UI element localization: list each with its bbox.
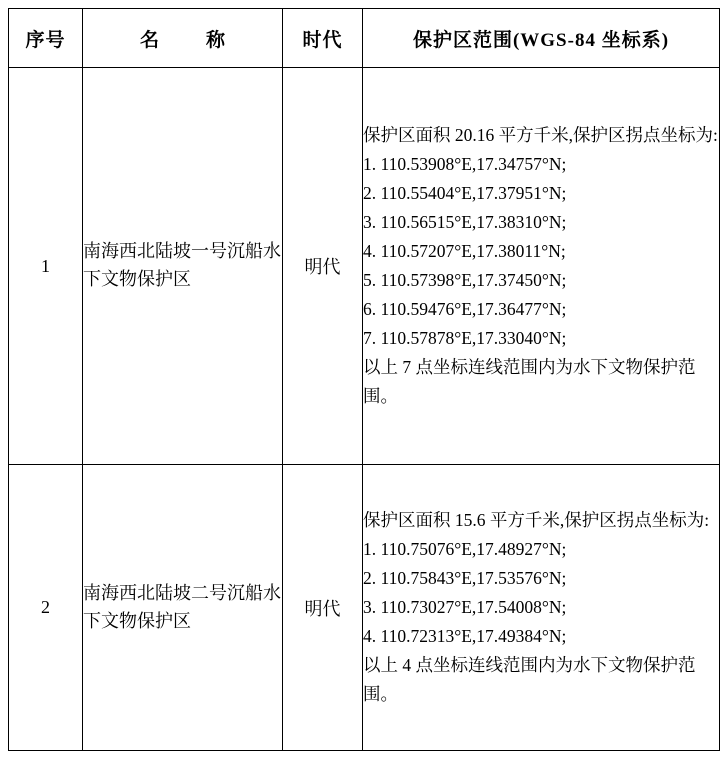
- table-header: [9, 9, 720, 68]
- range-point: 3. 110.56515°E,17.38310°N;: [363, 211, 567, 232]
- column-header-name-label: 名 称: [139, 29, 239, 51]
- row-sequence-number: 2: [9, 465, 83, 751]
- range-outro: 以上 7 点坐标连线范围内为水下文物保护范围。: [363, 357, 696, 407]
- range-point: 1. 110.53908°E,17.34757°N;: [363, 153, 567, 174]
- range-point: 6. 110.59476°E,17.36477°N;: [363, 299, 567, 320]
- row-era: 明代: [283, 465, 363, 751]
- table-row: [9, 465, 720, 751]
- range-intro: 保护区面积 15.6 平方千米,保护区拐点坐标为:: [363, 509, 710, 530]
- column-header-seq-label: 序号: [25, 29, 66, 51]
- row-site-name: 南海西北陆坡二号沉船水下文物保护区: [83, 465, 283, 751]
- range-point: 4. 110.57207°E,17.38011°N;: [363, 240, 566, 261]
- column-header-range: [363, 9, 720, 68]
- column-header-seq: [9, 9, 83, 68]
- table-body: [9, 68, 720, 751]
- range-point: 2. 110.55404°E,17.37951°N;: [363, 182, 567, 203]
- range-outro: 以上 4 点坐标连线范围内为水下文物保护范围。: [363, 655, 696, 705]
- range-intro: 保护区面积 20.16 平方千米,保护区拐点坐标为:: [363, 124, 718, 145]
- range-point: 7. 110.57878°E,17.33040°N;: [363, 328, 567, 349]
- range-point: 4. 110.72313°E,17.49384°N;: [363, 626, 567, 647]
- protection-areas-table: [8, 8, 720, 751]
- range-point: 5. 110.57398°E,17.37450°N;: [363, 270, 567, 290]
- range-point: 3. 110.73027°E,17.54008°N;: [363, 596, 567, 617]
- row-sequence-number: 1: [9, 68, 83, 465]
- range-point: 2. 110.75843°E,17.53576°N;: [363, 567, 567, 588]
- column-header-era: [283, 9, 363, 68]
- table-header-row: [9, 9, 720, 68]
- row-range-description: [363, 465, 720, 751]
- column-header-range-label: 保护区范围(WGS-84 坐标系): [412, 29, 670, 51]
- row-site-name: 南海西北陆坡一号沉船水下文物保护区: [83, 68, 283, 465]
- row-era: 明代: [283, 68, 363, 465]
- column-header-era-label: 时代: [302, 29, 343, 51]
- column-header-name: [83, 9, 283, 68]
- row-range-description: [363, 68, 720, 465]
- table-row: [9, 68, 720, 465]
- range-point: 1. 110.75076°E,17.48927°N;: [363, 538, 567, 559]
